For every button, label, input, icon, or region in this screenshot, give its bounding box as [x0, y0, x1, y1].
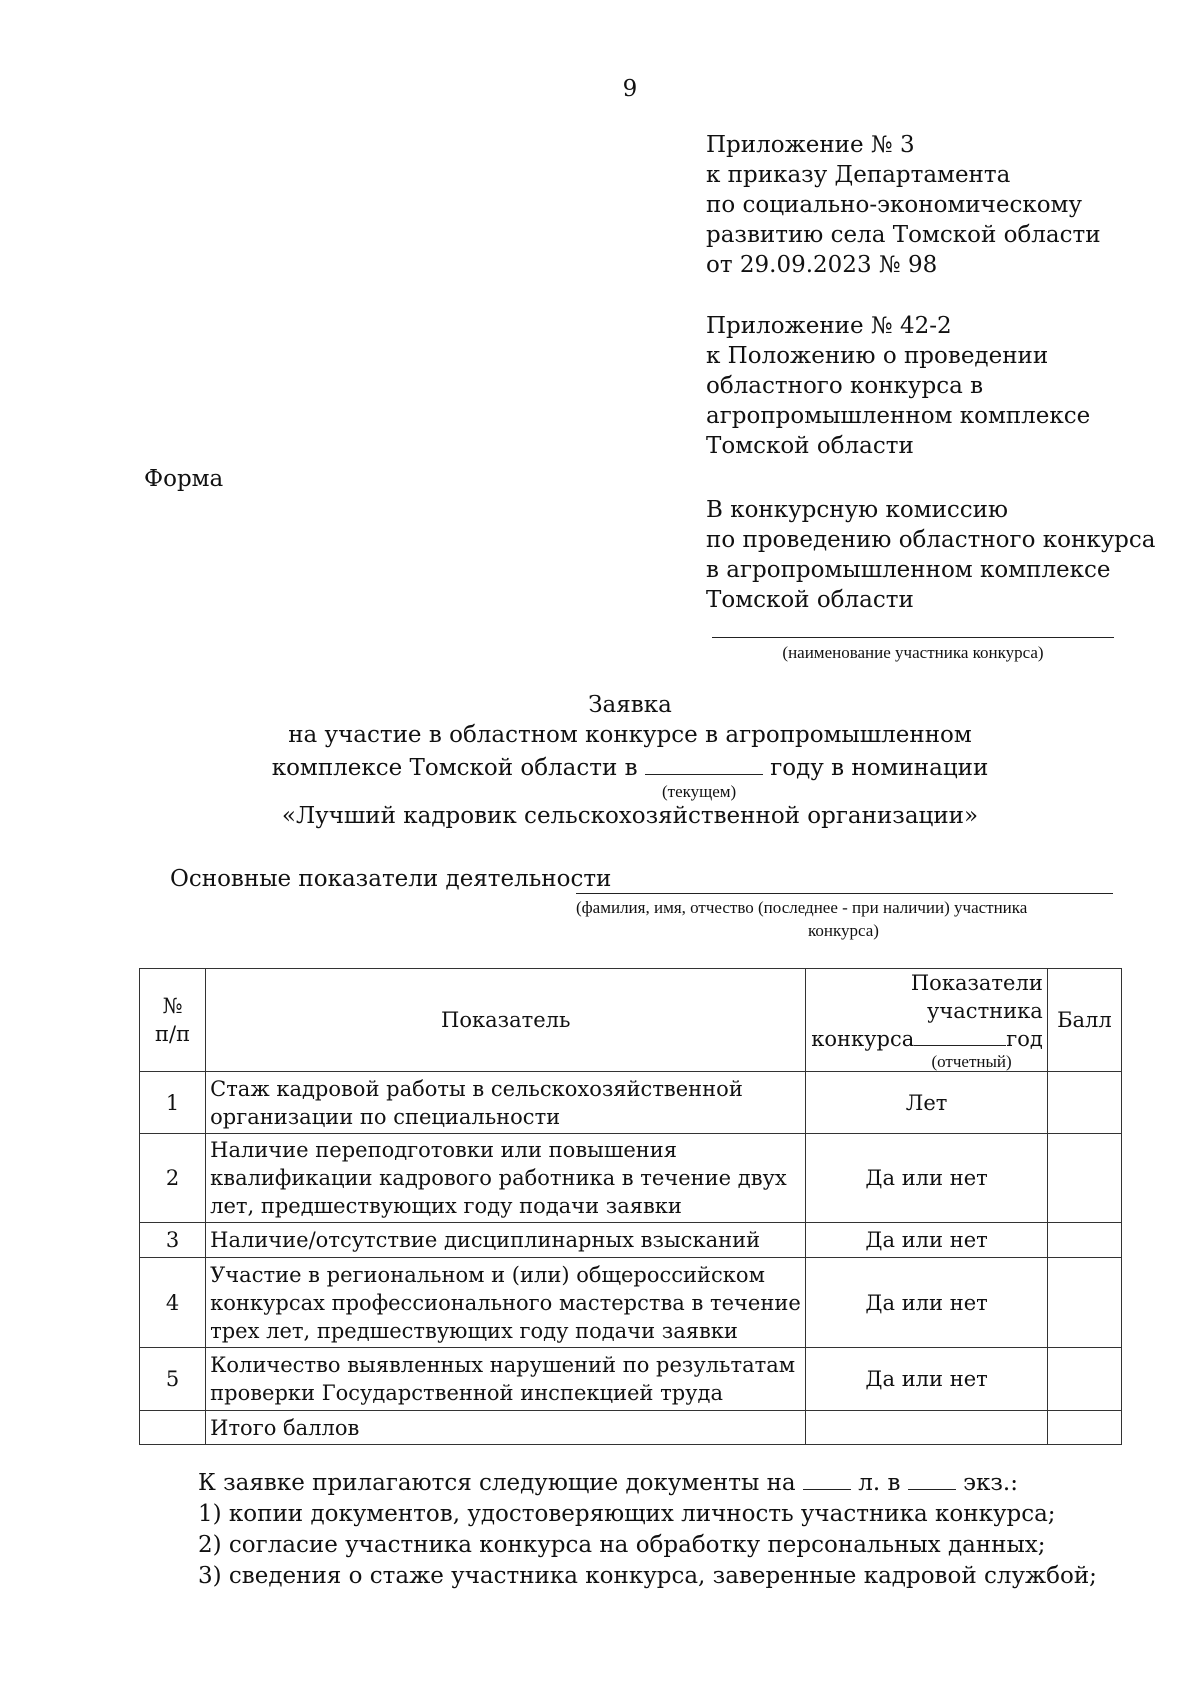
current-year-field[interactable]	[645, 752, 763, 775]
appendix-line: по социально-экономическому	[706, 192, 1082, 218]
row-num: 4	[140, 1258, 206, 1348]
year-text-after: году в номинации	[770, 755, 989, 781]
header-values-before: конкурса	[811, 1027, 915, 1051]
sheets-count-field[interactable]	[803, 1469, 851, 1490]
participant-name-field[interactable]	[712, 637, 1114, 638]
row-value: Да или нет	[806, 1223, 1047, 1258]
row-value: Да или нет	[806, 1258, 1047, 1348]
application-subtitle: на участие в областном конкурсе в агропромышленном	[288, 722, 972, 748]
row-value: Да или нет	[806, 1134, 1047, 1223]
row-value	[806, 1411, 1047, 1445]
table-row	[140, 1348, 1122, 1411]
addressee-line: В конкурсную комиссию	[706, 497, 1009, 523]
page-number: 9	[622, 76, 638, 102]
fio-caption-line1: (фамилия, имя, отчество (последнее - при наличии) участника	[576, 898, 1028, 917]
current-year-caption: (текущем)	[662, 782, 737, 801]
addressee-line: Томской области	[706, 587, 914, 613]
attachment-item: 3) сведения о стаже участника конкурса, заверенные кадровой службой;	[198, 1563, 1097, 1589]
appendix-line: к приказу Департамента	[706, 162, 1011, 188]
report-year-field[interactable]	[914, 1025, 1006, 1046]
appendix-line: Приложение № 42-2	[706, 313, 952, 339]
attachment-item: 1) копии документов, удостоверяющих личность участника конкурса;	[198, 1501, 1056, 1527]
row-num: 1	[140, 1072, 206, 1134]
row-num: 3	[140, 1223, 206, 1258]
row-num	[140, 1411, 206, 1445]
row-score[interactable]	[1047, 1223, 1121, 1258]
row-num: 5	[140, 1348, 206, 1411]
attachments-intro-part1: К заявке прилагаются следующие документы на	[198, 1470, 796, 1496]
participant-caption: (наименование участника конкурса)	[782, 643, 1044, 662]
attachment-item: 2) согласие участника конкурса на обработку персональных данных;	[198, 1532, 1046, 1558]
fio-caption-line2: конкурса)	[808, 921, 879, 940]
indicators-label: Основные показатели деятельности	[170, 866, 612, 892]
row-score[interactable]	[1047, 1134, 1121, 1223]
table-row	[140, 1223, 1122, 1258]
indicators-table	[139, 968, 1122, 1445]
appendix-line: от 29.09.2023 № 98	[706, 252, 938, 278]
row-score[interactable]	[1047, 1348, 1121, 1411]
appendix-42-block	[706, 311, 1090, 461]
header-indicator: Показатель	[206, 969, 806, 1072]
attachments-intro	[198, 1468, 1097, 1499]
row-indicator: Итого баллов	[206, 1411, 806, 1445]
row-indicator: Стаж кадровой работы в сельскохозяйственной организации по специальности	[206, 1072, 806, 1134]
attachments-intro-part3: экз.:	[963, 1470, 1018, 1496]
header-values	[806, 969, 1047, 1072]
row-indicator: Наличие/отсутствие дисциплинарных взысканий	[206, 1223, 806, 1258]
copies-count-field[interactable]	[908, 1469, 956, 1490]
appendix-line: Томской области	[706, 433, 914, 459]
table-total-row	[140, 1411, 1122, 1445]
row-score[interactable]	[1047, 1411, 1121, 1445]
addressee-line: по проведению областного конкурса	[706, 527, 1156, 553]
table-row	[140, 1258, 1122, 1348]
header-values-after: год	[1006, 1027, 1043, 1051]
table-row	[140, 1134, 1122, 1223]
appendix-line: развитию села Томской области	[706, 222, 1101, 248]
appendix-3-block	[706, 130, 1101, 280]
row-indicator: Участие в региональном и (или) общероссийском конкурсах профессионального мастерства в течение трех лет, предшествующих году подачи заявки	[206, 1258, 806, 1348]
row-indicator: Наличие переподготовки или повышения квалификации кадрового работника в течение двух лет, предшествующих году подачи заявки	[206, 1134, 806, 1223]
application-title: Заявка	[588, 692, 672, 718]
row-value: Лет	[806, 1072, 1047, 1134]
application-subtitle-year	[0, 752, 1200, 781]
nomination-title: «Лучший кадровик сельскохозяйственной организации»	[281, 803, 979, 829]
addressee-line: в агропромышленном комплексе	[706, 557, 1111, 583]
header-values-caption: (отчетный)	[931, 1052, 1012, 1071]
row-score[interactable]	[1047, 1258, 1121, 1348]
row-score[interactable]	[1047, 1072, 1121, 1134]
year-text-before: комплексе Томской области в	[271, 755, 638, 781]
header-values-line2	[810, 1025, 1042, 1053]
participant-fio-field[interactable]	[576, 893, 1113, 894]
appendix-line: областного конкурса в	[706, 373, 984, 399]
table-row	[140, 1072, 1122, 1134]
row-num: 2	[140, 1134, 206, 1223]
header-values-line1: Показатели участника	[910, 971, 1043, 1023]
attachments-intro-part2: л. в	[858, 1470, 901, 1496]
header-score: Балл	[1047, 969, 1121, 1072]
header-num: № п/п	[140, 969, 206, 1072]
addressee-block	[706, 495, 1156, 615]
appendix-line: к Положению о проведении	[706, 343, 1049, 369]
attachments-block	[198, 1468, 1097, 1592]
appendix-line: агропромышленном комплексе	[706, 403, 1091, 429]
row-value: Да или нет	[806, 1348, 1047, 1411]
appendix-line: Приложение № 3	[706, 132, 915, 158]
table-header-row	[140, 969, 1122, 1072]
row-indicator: Количество выявленных нарушений по результатам проверки Государственной инспекцией труда	[206, 1348, 806, 1411]
form-label: Форма	[144, 466, 224, 492]
